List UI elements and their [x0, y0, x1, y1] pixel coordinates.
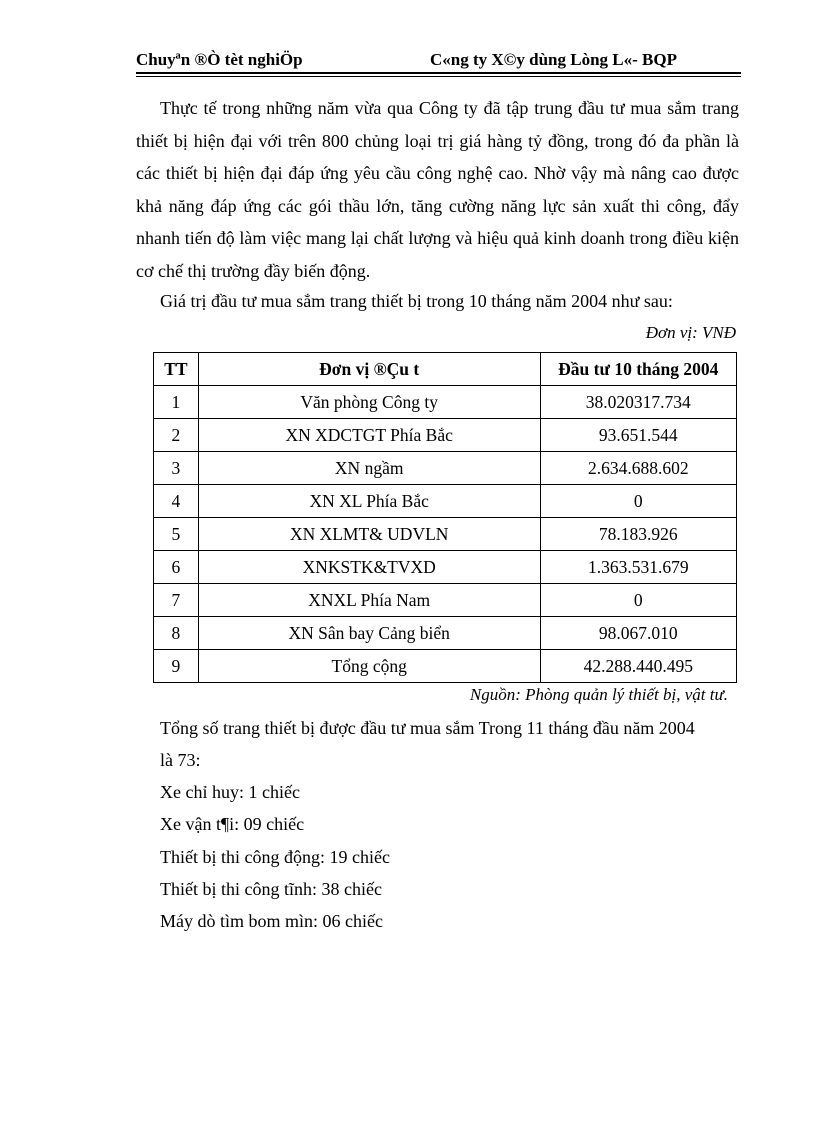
- row-unit: XN Sân bay Cảng biển: [198, 617, 540, 650]
- source-note: Nguồn: Phòng quản lý thiết bị, vật tư.: [469, 685, 728, 704]
- row-index: 1: [154, 386, 199, 419]
- investment-table: [153, 352, 737, 683]
- row-unit: XN XLMT& UDVLN: [198, 518, 540, 551]
- row-unit: XNKSTK&TVXD: [198, 551, 540, 584]
- header-left: Chuyªn ®Ò tèt nghiÖp: [136, 50, 303, 69]
- row-index: 7: [154, 584, 199, 617]
- header-tt: TT: [154, 353, 199, 386]
- row-index: 6: [154, 551, 199, 584]
- table-row: [154, 386, 737, 419]
- row-amount: 42.288.440.495: [540, 650, 736, 683]
- investment-intro: Giá trị đầu tư mua sắm trang thiết bị trong 10 tháng năm 2004 như sau:: [160, 291, 673, 311]
- row-index: 4: [154, 485, 199, 518]
- row-index: 5: [154, 518, 199, 551]
- header-rule-thick: [136, 72, 741, 74]
- row-amount: 0: [540, 485, 736, 518]
- table-row: [154, 452, 737, 485]
- row-unit: XN XDCTGT Phía Bắc: [198, 419, 540, 452]
- intro-paragraph: Thực tế trong những năm vừa qua Công ty đã tập trung đầu tư mua sắm trang thiết bị hiện đại với trên 800 chủng loại trị giá hàng tỷ đồng, trong đó đa phần là các thiết bị hiện đại đáp ứng yêu cầu công nghệ cao. Nhờ vậy mà nâng cao được khả năng đáp ứng các gói thầu lớn, tăng cường năng lực sản xuất thi công, đẩy nhanh tiến độ làm việc mang lại chất lượng và hiệu quả kinh doanh trong điều kiện cơ chế thị trường đầy biến động.: [136, 98, 739, 281]
- row-unit: XNXL Phía Nam: [198, 584, 540, 617]
- row-amount: 2.634.688.602: [540, 452, 736, 485]
- row-unit: XN XL Phía Bắc: [198, 485, 540, 518]
- row-amount: 93.651.544: [540, 419, 736, 452]
- list-item: Xe chỉ huy: 1 chiếc: [160, 782, 300, 802]
- row-unit: XN ngầm: [198, 452, 540, 485]
- header-right: C«ng ty X©y dùng Lòng L«- BQP: [430, 50, 677, 69]
- table-row: [154, 485, 737, 518]
- header-rule-thin: [136, 76, 741, 77]
- row-amount: 0: [540, 584, 736, 617]
- row-amount: 38.020317.734: [540, 386, 736, 419]
- row-unit: Tổng cộng: [198, 650, 540, 683]
- summary-line-2: là 73:: [160, 750, 201, 770]
- page-header: [136, 48, 741, 72]
- list-item: Xe vận t¶i: 09 chiếc: [160, 814, 305, 834]
- row-index: 8: [154, 617, 199, 650]
- row-index: 2: [154, 419, 199, 452]
- list-item: Thiết bị thi công tĩnh: 38 chiếc: [160, 879, 382, 899]
- row-amount: 1.363.531.679: [540, 551, 736, 584]
- list-item: Thiết bị thi công động: 19 chiếc: [160, 847, 390, 867]
- row-unit: Văn phòng Công ty: [198, 386, 540, 419]
- list-item: Máy dò tìm bom mìn: 06 chiếc: [160, 911, 383, 931]
- header-unit: Đơn vị ®Çu t: [198, 353, 540, 386]
- table-row: [154, 584, 737, 617]
- table-row: [154, 518, 737, 551]
- table-header-row: [154, 353, 737, 386]
- row-index: 3: [154, 452, 199, 485]
- unit-note: Đơn vị: VNĐ: [645, 323, 736, 342]
- table-row-total: [154, 650, 737, 683]
- summary-line-1: Tổng số trang thiết bị được đầu tư mua sắm Trong 11 tháng đầu năm 2004: [160, 718, 695, 738]
- row-amount: 98.067.010: [540, 617, 736, 650]
- header-investment: Đầu tư 10 tháng 2004: [540, 353, 736, 386]
- table-row: [154, 551, 737, 584]
- table-row: [154, 419, 737, 452]
- row-amount: 78.183.926: [540, 518, 736, 551]
- row-index: 9: [154, 650, 199, 683]
- table-row: [154, 617, 737, 650]
